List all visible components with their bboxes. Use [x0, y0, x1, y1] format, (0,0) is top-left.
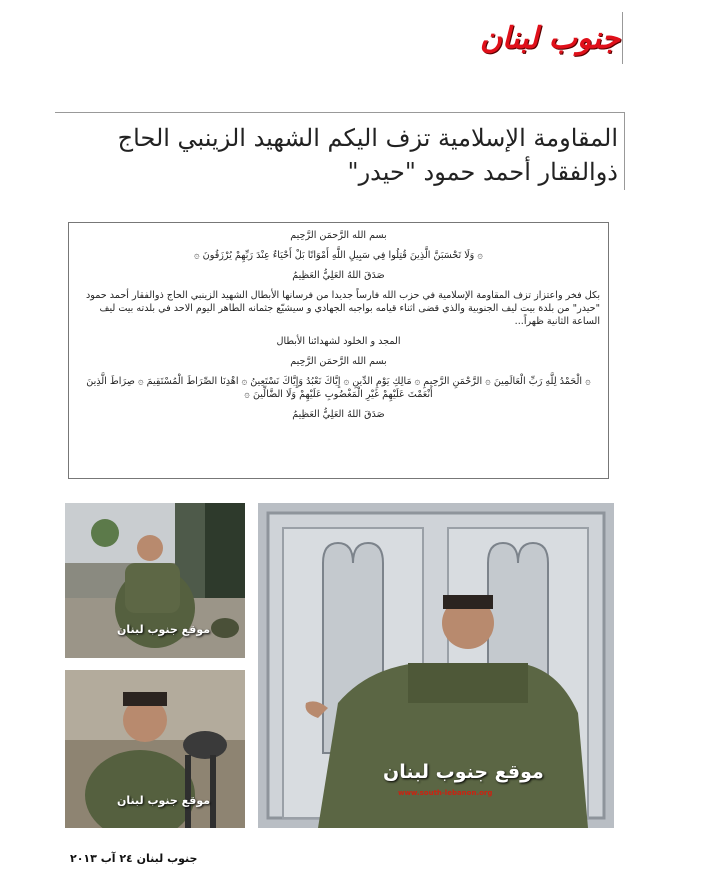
- announcement-box: [68, 222, 609, 479]
- logo-text: جنوب لبنان: [479, 20, 621, 56]
- site-url: www.south-lebanon.org: [398, 789, 493, 797]
- photo-watermark: موقع جنوب لبنان: [117, 623, 211, 636]
- site-logo[interactable]: [478, 12, 623, 64]
- page-title: المقاومة الإسلامية تزف اليكم الشهيد الزينبي الحاج ذوالفقار أحمد حمود "حيدر": [55, 112, 625, 190]
- sadaq-line: صَدَقَ اللهُ العَلِيُّ العَظِيمُ: [292, 409, 385, 420]
- photo-watermark: موقع جنوب لبنان: [117, 794, 211, 807]
- announcement-body: بكل فخر واعتزاز تزف المقاومة الإسلامية في حزب الله فارساً جديدا من فرسانها الأبطال الشهيد الزينبي الحاج ذوالفقار أحمد حمود "حيدر" من بلدة بيت ليف الجنوبية والذي قضى اثناء قيامه بواجبه الجهادي و سيشيّع جثمانه الطاهر اليوم الاحد في بلدته بيت ليف الساعة الثانية ظهراً...: [85, 290, 600, 327]
- quran-verse: ۞ وَلَا تَحْسَبَنَّ الَّذِينَ قُتِلُوا فِي سَبِيلِ اللَّهِ أَمْوَاتًا بَلْ أَحْيَاءٌ عِنْدَ رَبِّهِمْ يُرْزَقُونَ ۞: [194, 250, 483, 261]
- basmala: بسم الله الرَّحمَن الرَّحِيم: [290, 230, 387, 241]
- sadaq-line: صَدَقَ اللهُ العَلِيُّ العَظِيمُ: [292, 270, 385, 281]
- footer-caption: جنوب لبنان ٢٤ آب ٢٠١٣: [70, 852, 198, 865]
- fatiha-verse: ۞ الْحَمْدُ لِلَّهِ رَبِّ الْعَالَمِينَ ۞ الرَّحْمَنِ الرَّحِيمِ ۞ مَالِكِ يَوْمِ الدِّينِ ۞ إِيَّاكَ نَعْبُدُ وَإِيَّاكَ نَسْتَعِينُ ۞ اهْدِنَا الصِّرَاطَ الْمُسْتَقِيمَ ۞ صِرَاطَ الَّذِينَ أَنْعَمْتَ عَلَيْهِمْ غَيْرِ الْمَغْضُوبِ عَلَيْهِمْ وَلَا الضَّالِّينَ ۞: [86, 376, 591, 400]
- glory-line: المجد و الخلود لشهدائنا الأبطال: [276, 336, 401, 347]
- martyr-photo-main: [258, 503, 614, 828]
- basmala: بسم الله الرَّحمَن الرَّحِيم: [290, 356, 387, 367]
- photo-watermark: موقع جنوب لبنان: [383, 761, 544, 783]
- martyr-photo-1: [65, 503, 245, 658]
- martyr-photo-2: [65, 670, 245, 828]
